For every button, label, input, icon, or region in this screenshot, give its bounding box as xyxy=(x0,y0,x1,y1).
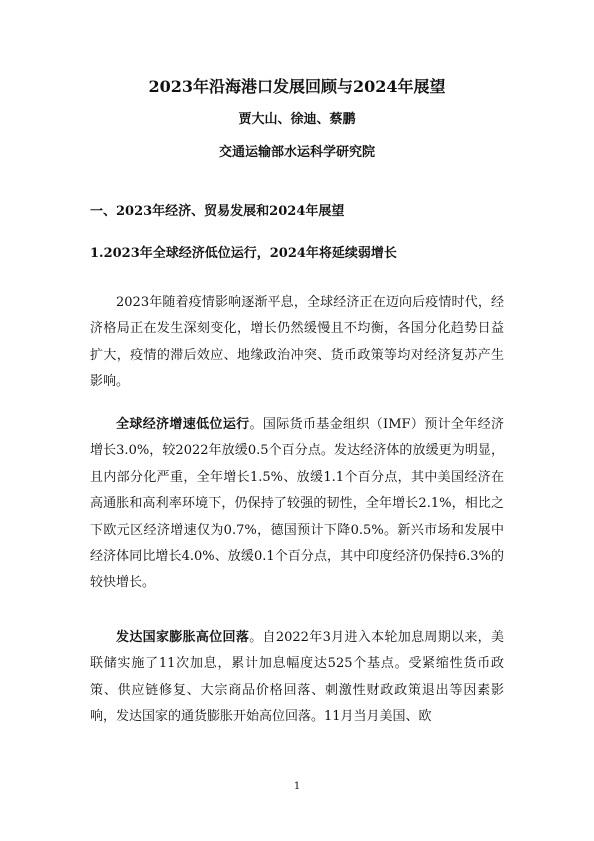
document-authors: 贾大山、徐迪、蔡鹏 xyxy=(238,112,356,127)
paragraph-lead-text: 全球经济增速低位运行 xyxy=(116,417,250,432)
document-title: 2023年沿海港口发展回顾与2024年展望 xyxy=(148,77,446,96)
paragraph-lead-text: 发达国家膨胀高位回落 xyxy=(116,630,250,645)
page-number: 1 xyxy=(293,781,301,792)
section-heading: 一、2023年经济、贸易发展和2024年展望 xyxy=(90,204,345,219)
subsection-heading: 1.2023年全球经济低位运行，2024年将延续弱增长 xyxy=(90,246,397,261)
body-paragraph-3 xyxy=(90,625,504,731)
body-paragraph-2 xyxy=(90,412,504,597)
paragraph-body-text: 。国际货币基金组织（IMF）预计全年经济增长3.0%，较2022年放缓0.5个百分点。发达经济体的放缓更为明显，且内部分化严重，全年增长1.5%、放缓1.1个百分点，其中美国经济在高通胀和高利率环境下，仍保持了较强的韧性，全年增长2.1%，相比之下欧元区经济增速仅为0.7%，德国预计下降0.5%。新兴市场和发展中经济体同比增长4.0%、放缓0.1个百分点，其中印度经济仍保持6.3%的较快增长。 xyxy=(90,417,504,591)
paragraph-body-text: 。自2022年3月进入本轮加息周期以来，美联储实施了11次加息，累计加息幅度达525个基点。受紧缩性货币政策、供应链修复、大宗商品价格回落、刺激性财政政策退出等因素影响，发达国家的通货膨胀开始高位回落。11月当月美国、欧 xyxy=(90,630,504,725)
document-affiliation: 交通运输部水运科学研究院 xyxy=(218,145,375,160)
body-paragraph-1: 2023年随着疫情影响逐渐平息，全球经济正在迈向后疫情时代，经济格局正在发生深刻变化，增长仍然缓慢且不均衡，各国分化趋势日益扩大，疫情的滞后效应、地缘政治冲突、货币政策等均对经济复苏产生影响。 xyxy=(90,295,504,390)
